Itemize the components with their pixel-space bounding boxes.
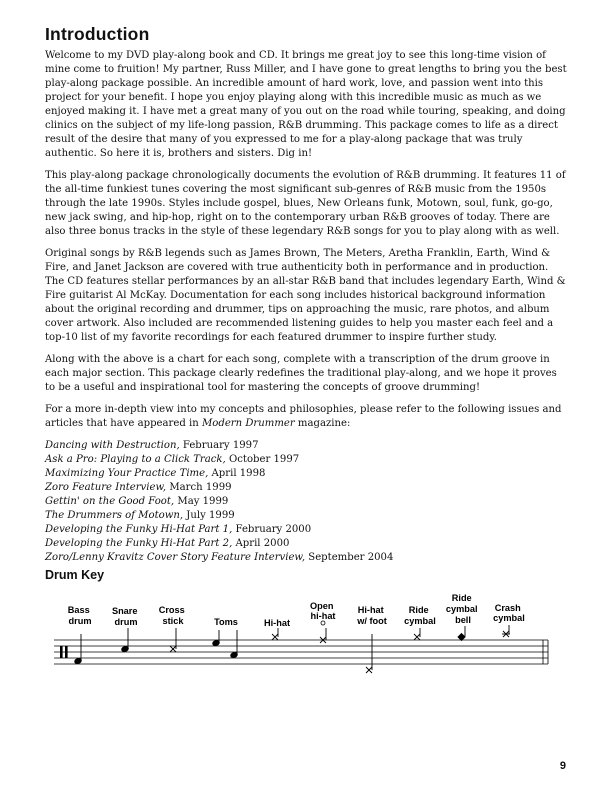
bass-drum-note — [74, 634, 82, 665]
label-open-hi-hat: Open hi-hat — [309, 601, 336, 621]
page-title: Introduction — [45, 24, 150, 44]
list-item: Maximizing Your Practice Time, April 1998 — [45, 468, 266, 479]
label-hi-hat: Hi-hat — [263, 618, 291, 628]
label-hi-hat-foot: Hi-hat w/ foot — [357, 605, 387, 626]
drum-key-staff — [40, 588, 560, 678]
list-item: Zoro/Lenny Kravitz Cover Story Feature Interview, September 2004 — [45, 552, 394, 563]
label-ride-cymbal: Ride cymbal — [404, 605, 436, 626]
label-ride-cymbal-bell: Ride cymbal bell — [445, 593, 478, 625]
magazine-name: Modern Drummer — [201, 418, 295, 429]
label-cross-stick: Cross stick — [158, 605, 185, 626]
label-crash-cymbal: Crash cymbal — [493, 603, 525, 623]
intro-paragraph-2: This play-along package chronologically documents the evolution of R&B drumming. It features 11 of the all-time funkiest tunes covering the most significant sub-genres of R&B music from the 1950s through the late 1990s. Styles include gospel, blues, New Orleans funk, Motown, soul, funk, go-go, new jack swing, and hip-hop, right on to the contemporary urban R&B grooves of today. There are also three bonus tracks in the style of these legendary R&B songs for you to play along with as well. — [45, 170, 566, 237]
list-item: Developing the Funky Hi-Hat Part 1, February 2000 — [45, 524, 312, 535]
ride-cymbal-note — [414, 628, 420, 640]
list-item: Ask a Pro: Playing to a Click Track, October 1997 — [45, 454, 300, 465]
label-snare-drum: Snare drum — [111, 606, 138, 627]
list-item: Developing the Funky Hi-Hat Part 2, April 2000 — [45, 538, 290, 549]
intro-paragraph-3: Original songs by R&B legends such as James Brown, The Meters, Aretha Franklin, Earth, Wind & Fire, and Janet Jackson are covered with true authenticity both in performance and in production. The CD features stellar performances by an all-star R&B band that includes legendary Earth, Wind & Fire guitarist Al McKay. Documentation for each song includes historical background information about the original recording and drummer, tips on approaching the music, rare photos, and album cover artwork. Also included are recommended listening guides to help you master each feel and a top-10 list of my favorite recordings for each featured drummer to inspire further study. — [45, 248, 566, 343]
label-bass-drum: Bass drum — [67, 605, 92, 626]
references-intro: For a more in-depth view into my concepts and philosophies, please refer to the following issues and articles that have appeared in Modern Drummer magazine: — [45, 404, 562, 429]
list-item: The Drummers of Motown, July 1999 — [45, 510, 235, 521]
tom-notes — [212, 630, 238, 659]
drum-key-title: Drum Key — [45, 568, 105, 582]
ride-bell-note — [458, 626, 465, 641]
intro-paragraph-4: Along with the above is a chart for each song, complete with a transcription of the drum groove in each major section. This package clearly redefines the traditional play-along, and we hope it proves to be a useful and inspirational tool for mastering the concepts of groove drumming! — [45, 354, 557, 393]
article-list — [45, 439, 570, 565]
page-body — [45, 24, 570, 565]
page-number: 9 — [559, 760, 566, 772]
crash-cymbal-note — [502, 625, 510, 637]
list-item: Dancing with Destruction, February 1997 — [45, 440, 259, 451]
list-item: Zoro Feature Interview, March 1999 — [45, 482, 232, 493]
list-item: Gettin' on the Good Foot, May 1999 — [45, 496, 229, 507]
label-toms: Toms — [214, 617, 238, 627]
intro-paragraph-1: Welcome to my DVD play-along book and CD. It brings me great joy to see this long-time vision of mine come to fruition! My partner, Russ Miller, and I have gone to great lengths to bring you the best play-along package possible. An incredible amount of hard work, love, and passion went into this project for your benefit. I hope you enjoy playing along with this incredible music as much as we enjoyed making it. I have met a great many of you out on the road while touring, speaking, and doing clinics on the subject of my life-long passion, R&B drumming. This package comes to life as a direct result of the desire that many of you expressed to me for a play-along package that was truly authentic. So here it is, brothers and sisters. Dig in! — [45, 50, 567, 159]
hi-hat-note — [272, 628, 278, 640]
